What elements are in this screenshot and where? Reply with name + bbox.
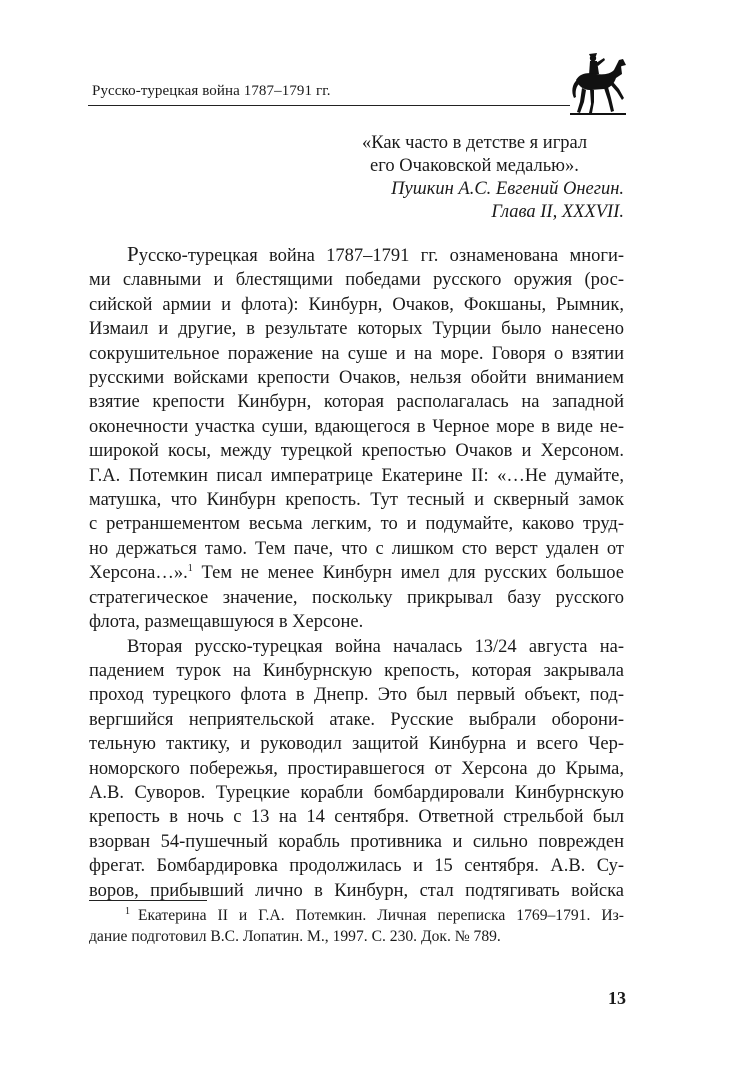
text-line: Измаил и другие, в результате которых Турции было нанесено	[89, 319, 624, 340]
footnote-line	[89, 905, 624, 926]
paragraph-1	[89, 242, 624, 635]
text-line	[89, 561, 624, 585]
body-text	[89, 242, 624, 903]
text-line: сокрушительное поражение на суше и на море. Говоря о взятии	[89, 343, 624, 364]
footnote	[89, 905, 624, 947]
text-line: широкой косы, между турецкой крепостью Очаков и Херсоном.	[89, 441, 624, 462]
epigraph-attribution: Глава II, XXXVII.	[491, 202, 624, 222]
text-segment: Херсона…».	[89, 563, 188, 584]
text-line: фрегат. Бомбардировка продолжилась и 15 сентября. А.В. Су-	[89, 856, 624, 877]
text-line: оконечности участка суши, вдающегося в Черное море в виде не-	[89, 416, 624, 437]
text-line: номорского побережья, простиравшегося от Херсона до Крыма,	[89, 758, 624, 779]
text-line: проход турецкого флота в Днепр. Это был первый объект, под-	[89, 685, 624, 706]
text-line: но держаться тамо. Тем паче, что с лишком сто верст удален от	[89, 538, 624, 559]
text-line: флота, размещавшуюся в Херсоне.	[89, 612, 364, 633]
text-line: взятие крепости Кинбурн, которая располагалась на западной	[89, 392, 624, 413]
text-line: воров, прибывший лично в Кинбурн, стал подтягивать войска	[89, 880, 624, 901]
paragraph-2	[89, 635, 624, 903]
epigraph-line: «Как часто в детстве я играл	[362, 133, 588, 153]
text-line: крепость в ночь с 13 на 14 сентября. Ответной стрельбой был	[89, 807, 624, 828]
text-line: тельную тактику, и руководил защитой Кинбурна и всего Чер-	[89, 734, 624, 755]
text-line: Г.А. Потемкин писал императрице Екатерине II: «…Не думайте,	[89, 465, 624, 486]
text-line: ми славными и блестящими победами русского оружия (рос-	[89, 270, 624, 291]
text-line: взорван 54-пушечный корабль противника и сильно поврежден	[89, 831, 624, 852]
text-line: падением турок на Кинбурнскую крепость, которая закрывала	[89, 660, 624, 681]
footnote-text: Екатерина II и Г.А. Потемкин. Личная переписка 1769–1791. Из-	[138, 907, 624, 924]
page-number: 13	[608, 988, 626, 1008]
text-line: с ретраншементом весьма легким, то и подумайте, каково труд-	[89, 514, 624, 535]
text-line	[89, 242, 624, 268]
text-line: вергшийся неприятельской атаке. Русские выбрали оборони-	[89, 709, 624, 730]
text-line: матушка, что Кинбурн крепость. Тут тесный и скверный замок	[89, 490, 624, 511]
footnote-rule	[89, 900, 207, 901]
text-line-content: усско-турецкая война 1787–1791 гг. ознаменована многи-	[138, 246, 624, 266]
text-line: сийской армии и флота): Кинбурн, Очаков, Фокшаны, Рымник,	[89, 294, 624, 315]
footnote-marker: 1	[125, 905, 130, 917]
text-line: Вторая русско-турецкая война началась 13/24 августа на-	[127, 636, 624, 657]
epigraph	[362, 132, 624, 224]
epigraph-line: его Очаковской медалью».	[370, 156, 579, 176]
epigraph-attribution: Пушкин А.С. Евгений Онегин.	[391, 179, 624, 199]
text-line: стратегическое значение, поскольку прикрывал базу русского	[89, 587, 624, 608]
running-title: Русско-турецкая война 1787–1791 гг.	[92, 83, 331, 99]
horseman-icon	[566, 50, 628, 116]
footnote-reference[interactable]: 1	[187, 563, 193, 575]
text-line: А.В. Суворов. Турецкие корабли бомбардировали Кинбурнскую	[89, 782, 624, 803]
text-line: русскими войсками крепости Очаков, нельзя обойти вниманием	[89, 368, 624, 389]
initial-letter: Р	[127, 242, 139, 266]
header-rule	[88, 105, 570, 106]
footnote-line: дание подготовил В.С. Лопатин. М., 1997. С. 230. Док. № 789.	[89, 928, 501, 945]
text-segment: Тем не менее Кинбурн имел для русских большое	[192, 563, 624, 584]
